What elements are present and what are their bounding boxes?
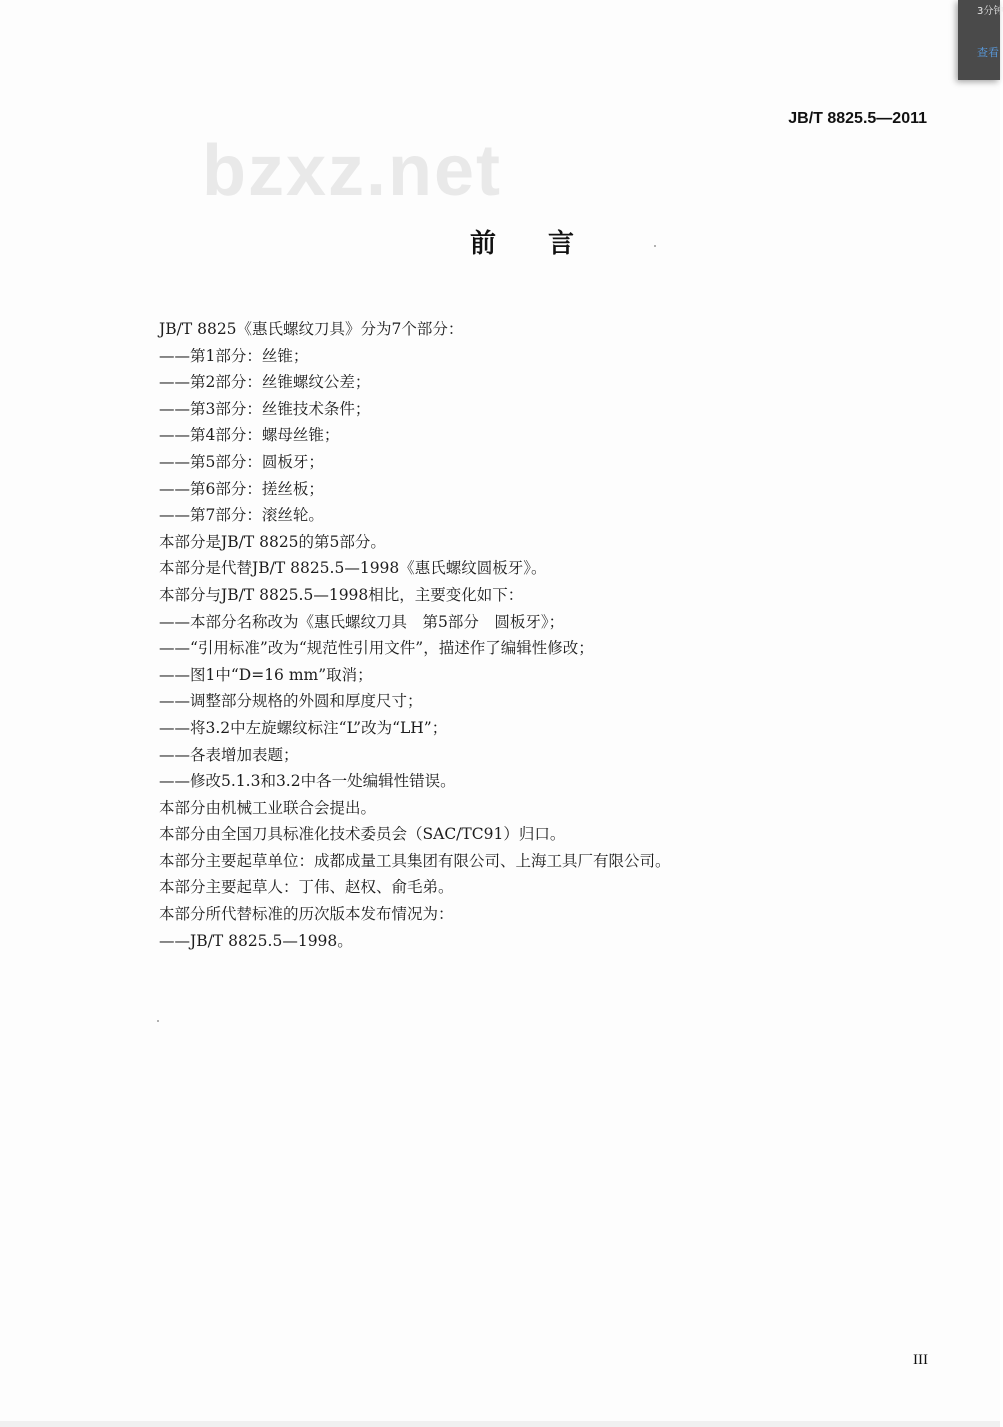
text-line: ——JB/T 8825.5—1998。 bbox=[159, 931, 353, 950]
text-line: ——本部分名称改为《惠氏螺纹刀具 第5部分 圆板牙》； bbox=[159, 612, 565, 631]
text-line: 本部分主要起草单位：成都成量工具集团有限公司、上海工具厂有限公司。 bbox=[159, 851, 671, 870]
text-line: ——修改5.1.3和3.2中各一处编辑性错误。 bbox=[159, 772, 456, 791]
text-line: 本部分由全国刀具标准化技术委员会（SAC/TC91）归口。 bbox=[159, 825, 566, 844]
text-line: ——第7部分：滚丝轮。 bbox=[159, 506, 324, 525]
text-line: ——第5部分：圆板牙； bbox=[159, 452, 324, 471]
text-line: ——第1部分：丝锥； bbox=[159, 346, 309, 365]
standard-code: JB/T 8825.5—2011 bbox=[788, 110, 927, 127]
text-line: JB/T 8825《惠氏螺纹刀具》分为7个部分： bbox=[159, 320, 464, 338]
text-line: ——各表增加表题； bbox=[159, 745, 299, 764]
page-number: III bbox=[913, 1352, 928, 1368]
text-line: ——第4部分：螺母丝锥； bbox=[159, 426, 340, 445]
page-bottom-edge bbox=[0, 1421, 1000, 1427]
watermark: bzxz.net bbox=[202, 131, 503, 211]
scan-speck bbox=[157, 1020, 159, 1022]
page-title: 前言 bbox=[470, 229, 627, 259]
text-line: ——图1中“D=16 mm”取消； bbox=[159, 665, 373, 684]
text-line: 本部分是代替JB/T 8825.5—1998《惠氏螺纹圆板牙》。 bbox=[159, 559, 547, 578]
text-line: 本部分是JB/T 8825的第5部分。 bbox=[159, 532, 386, 551]
text-line: 本部分所代替标准的历次版本发布情况为： bbox=[159, 905, 454, 924]
text-line: ——调整部分规格的外圆和厚度尺寸； bbox=[159, 692, 423, 711]
text-line: 本部分由机械工业联合会提出。 bbox=[159, 798, 377, 817]
scan-speck bbox=[654, 245, 656, 247]
text-line: ——“引用标准”改为“规范性引用文件”，描述作了编辑性修改； bbox=[159, 639, 594, 658]
foreword-body bbox=[159, 316, 859, 954]
popup-view-link[interactable]: 查看 bbox=[977, 46, 999, 59]
notification-popup[interactable] bbox=[958, 0, 1003, 80]
text-line: ——第2部分：丝锥螺纹公差； bbox=[159, 373, 371, 392]
text-line: 本部分主要起草人：丁伟、赵权、俞毛弟。 bbox=[159, 878, 454, 897]
text-line: ——将3.2中左旋螺纹标注“L”改为“LH”； bbox=[159, 718, 448, 737]
popup-time-text: 3分钟 bbox=[977, 6, 1003, 17]
text-line: ——第6部分：搓丝板； bbox=[159, 479, 324, 498]
text-line: 本部分与JB/T 8825.5—1998相比，主要变化如下： bbox=[159, 585, 524, 604]
text-line: ——第3部分：丝锥技术条件； bbox=[159, 399, 371, 418]
